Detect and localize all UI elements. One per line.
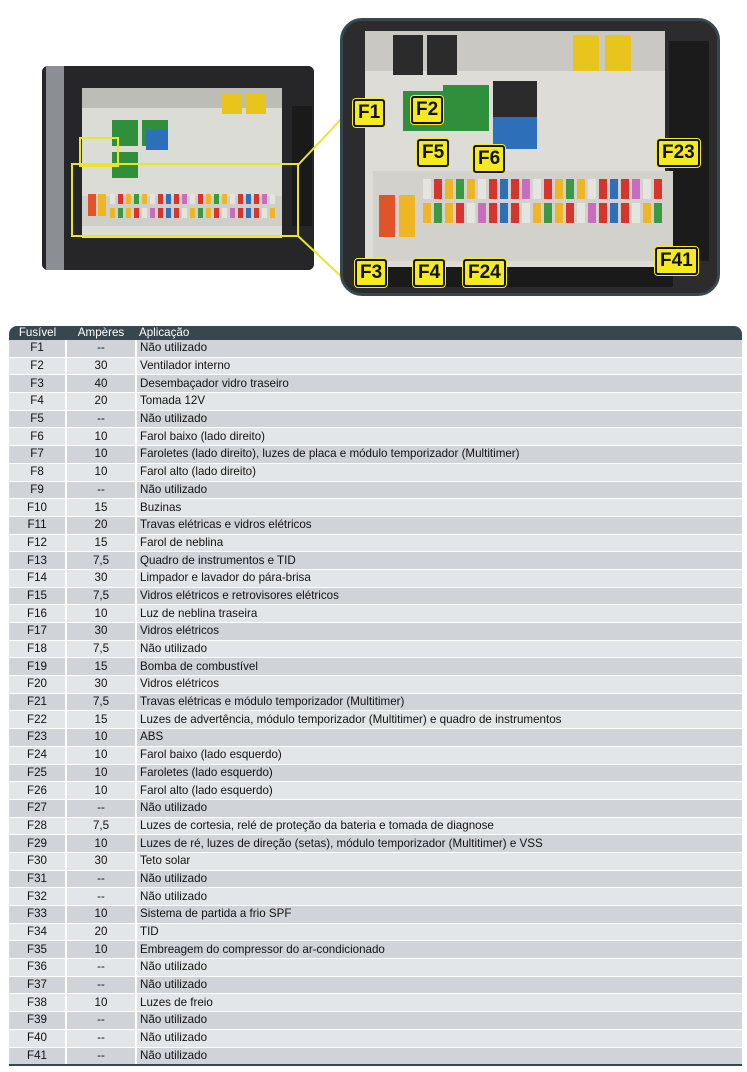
application-cell: Limpador e lavador do pára-brisa bbox=[136, 569, 742, 587]
fuse-label-f23: F23 bbox=[657, 139, 700, 167]
fuse-cell: F34 bbox=[9, 923, 66, 941]
table-row bbox=[9, 923, 742, 941]
amps-cell: 20 bbox=[66, 393, 136, 411]
fuse-cell: F6 bbox=[9, 428, 66, 446]
application-cell: Embreagem do compressor do ar-condicionado bbox=[136, 941, 742, 959]
application-cell: Teto solar bbox=[136, 852, 742, 870]
table-row bbox=[9, 534, 742, 552]
application-cell: Faroletes (lado direito), luzes de placa e módulo temporizador (Multitimer) bbox=[136, 446, 742, 464]
fuse-box-illustration bbox=[0, 0, 747, 310]
amps-cell: 10 bbox=[66, 835, 136, 853]
application-cell: Faroletes (lado esquerdo) bbox=[136, 764, 742, 782]
fuse-label-f2: F2 bbox=[411, 96, 443, 124]
amps-cell: -- bbox=[66, 410, 136, 428]
application-cell: Farol alto (lado direito) bbox=[136, 463, 742, 481]
fuse-cell: F16 bbox=[9, 605, 66, 623]
fuse-cell: F24 bbox=[9, 746, 66, 764]
application-cell: Sistema de partida a frio SPF bbox=[136, 906, 742, 924]
amps-cell: 15 bbox=[66, 499, 136, 517]
application-cell: Luz de neblina traseira bbox=[136, 605, 742, 623]
table-row bbox=[9, 1029, 742, 1047]
table-row bbox=[9, 852, 742, 870]
amps-cell: -- bbox=[66, 1012, 136, 1030]
amps-cell: 10 bbox=[66, 941, 136, 959]
amps-cell: 20 bbox=[66, 516, 136, 534]
table-row bbox=[9, 676, 742, 694]
fuse-cell: F31 bbox=[9, 870, 66, 888]
table-row bbox=[9, 499, 742, 517]
header-fuse: Fusível bbox=[9, 326, 66, 340]
table-row bbox=[9, 1012, 742, 1030]
fuse-cell: F22 bbox=[9, 711, 66, 729]
fuse-cell: F19 bbox=[9, 658, 66, 676]
fuse-table bbox=[9, 326, 742, 1066]
amps-cell: -- bbox=[66, 1029, 136, 1047]
application-cell: Não utilizado bbox=[136, 799, 742, 817]
fuse-cell: F17 bbox=[9, 623, 66, 641]
table-row bbox=[9, 446, 742, 464]
table-row bbox=[9, 428, 742, 446]
fuse-label-f41: F41 bbox=[655, 247, 698, 275]
table-row bbox=[9, 835, 742, 853]
fuse-label-f5: F5 bbox=[417, 139, 449, 167]
fuse-cell: F30 bbox=[9, 852, 66, 870]
application-cell: Vidros elétricos e retrovisores elétricos bbox=[136, 587, 742, 605]
fuse-cell: F38 bbox=[9, 994, 66, 1012]
table-row bbox=[9, 1047, 742, 1065]
application-cell: Não utilizado bbox=[136, 888, 742, 906]
table-row bbox=[9, 729, 742, 747]
amps-cell: -- bbox=[66, 799, 136, 817]
fuse-cell: F35 bbox=[9, 941, 66, 959]
table-row bbox=[9, 782, 742, 800]
application-cell: Buzinas bbox=[136, 499, 742, 517]
fuse-cell: F26 bbox=[9, 782, 66, 800]
amps-cell: -- bbox=[66, 1047, 136, 1065]
fuse-cell: F9 bbox=[9, 481, 66, 499]
application-cell: Bomba de combustível bbox=[136, 658, 742, 676]
amps-cell: 10 bbox=[66, 782, 136, 800]
fuse-cell: F8 bbox=[9, 463, 66, 481]
application-cell: Quadro de instrumentos e TID bbox=[136, 552, 742, 570]
fuse-cell: F5 bbox=[9, 410, 66, 428]
fuse-cell: F29 bbox=[9, 835, 66, 853]
application-cell: Não utilizado bbox=[136, 1029, 742, 1047]
fuse-cell: F21 bbox=[9, 693, 66, 711]
table-row bbox=[9, 799, 742, 817]
fuse-cell: F1 bbox=[9, 340, 66, 357]
fuse-label-f24: F24 bbox=[463, 259, 506, 287]
amps-cell: 10 bbox=[66, 746, 136, 764]
fuse-cell: F7 bbox=[9, 446, 66, 464]
table-row bbox=[9, 463, 742, 481]
fuse-cell: F41 bbox=[9, 1047, 66, 1065]
application-cell: Desembaçador vidro traseiro bbox=[136, 375, 742, 393]
application-cell: Não utilizado bbox=[136, 870, 742, 888]
table-row bbox=[9, 906, 742, 924]
fuse-table-body bbox=[9, 340, 742, 1065]
table-row bbox=[9, 817, 742, 835]
table-row bbox=[9, 552, 742, 570]
amps-cell: 10 bbox=[66, 764, 136, 782]
fuse-cell: F40 bbox=[9, 1029, 66, 1047]
fuse-cell: F32 bbox=[9, 888, 66, 906]
table-row bbox=[9, 994, 742, 1012]
fuse-cell: F15 bbox=[9, 587, 66, 605]
fuse-box-detail-photo bbox=[340, 18, 720, 296]
application-cell: Não utilizado bbox=[136, 1012, 742, 1030]
application-cell: Luzes de advertência, módulo temporizador (Multitimer) e quadro de instrumentos bbox=[136, 711, 742, 729]
table-row bbox=[9, 375, 742, 393]
table-header-row bbox=[9, 326, 742, 340]
fuse-cell: F12 bbox=[9, 534, 66, 552]
amps-cell: 30 bbox=[66, 852, 136, 870]
amps-cell: -- bbox=[66, 481, 136, 499]
amps-cell: 40 bbox=[66, 375, 136, 393]
amps-cell: 10 bbox=[66, 729, 136, 747]
amps-cell: 7,5 bbox=[66, 817, 136, 835]
application-cell: Ventilador interno bbox=[136, 357, 742, 375]
amps-cell: 10 bbox=[66, 994, 136, 1012]
table-row bbox=[9, 569, 742, 587]
amps-cell: 15 bbox=[66, 658, 136, 676]
fuse-cell: F3 bbox=[9, 375, 66, 393]
amps-cell: 10 bbox=[66, 906, 136, 924]
table-row bbox=[9, 941, 742, 959]
amps-cell: -- bbox=[66, 340, 136, 357]
amps-cell: 10 bbox=[66, 605, 136, 623]
amps-cell: -- bbox=[66, 976, 136, 994]
table-row bbox=[9, 640, 742, 658]
amps-cell: 7,5 bbox=[66, 587, 136, 605]
table-row bbox=[9, 481, 742, 499]
table-row bbox=[9, 746, 742, 764]
table-row bbox=[9, 764, 742, 782]
table-row bbox=[9, 959, 742, 977]
fuse-label-f4: F4 bbox=[413, 259, 445, 287]
application-cell: TID bbox=[136, 923, 742, 941]
application-cell: Farol de neblina bbox=[136, 534, 742, 552]
fuse-cell: F39 bbox=[9, 1012, 66, 1030]
fuse-cell: F33 bbox=[9, 906, 66, 924]
amps-cell: 30 bbox=[66, 623, 136, 641]
amps-cell: 30 bbox=[66, 357, 136, 375]
table-row bbox=[9, 357, 742, 375]
application-cell: ABS bbox=[136, 729, 742, 747]
table-row bbox=[9, 410, 742, 428]
fuse-cell: F14 bbox=[9, 569, 66, 587]
header-application: Aplicação bbox=[136, 326, 742, 340]
application-cell: Travas elétricas e vidros elétricos bbox=[136, 516, 742, 534]
fuse-cell: F13 bbox=[9, 552, 66, 570]
application-cell: Luzes de cortesia, relé de proteção da bateria e tomada de diagnose bbox=[136, 817, 742, 835]
amps-cell: 10 bbox=[66, 463, 136, 481]
application-cell: Não utilizado bbox=[136, 410, 742, 428]
amps-cell: -- bbox=[66, 870, 136, 888]
amps-cell: 7,5 bbox=[66, 552, 136, 570]
fuse-cell: F4 bbox=[9, 393, 66, 411]
table-row bbox=[9, 340, 742, 357]
fuse-cell: F2 bbox=[9, 357, 66, 375]
amps-cell: 30 bbox=[66, 676, 136, 694]
amps-cell: 15 bbox=[66, 534, 136, 552]
application-cell: Luzes de ré, luzes de direção (setas), módulo temporizador (Multitimer) e VSS bbox=[136, 835, 742, 853]
amps-cell: -- bbox=[66, 959, 136, 977]
table-row bbox=[9, 623, 742, 641]
application-cell: Luzes de freio bbox=[136, 994, 742, 1012]
table-row bbox=[9, 693, 742, 711]
header-amps: Ampères bbox=[66, 326, 136, 340]
amps-cell: 10 bbox=[66, 428, 136, 446]
table-row bbox=[9, 658, 742, 676]
fuse-cell: F37 bbox=[9, 976, 66, 994]
amps-cell: 20 bbox=[66, 923, 136, 941]
application-cell: Farol alto (lado esquerdo) bbox=[136, 782, 742, 800]
table-row bbox=[9, 587, 742, 605]
amps-cell: -- bbox=[66, 888, 136, 906]
fuse-cell: F10 bbox=[9, 499, 66, 517]
table-row bbox=[9, 711, 742, 729]
amps-cell: 30 bbox=[66, 569, 136, 587]
amps-cell: 7,5 bbox=[66, 640, 136, 658]
application-cell: Não utilizado bbox=[136, 640, 742, 658]
table-row bbox=[9, 870, 742, 888]
fuse-cell: F11 bbox=[9, 516, 66, 534]
fuse-label-f3: F3 bbox=[355, 259, 387, 287]
table-row bbox=[9, 516, 742, 534]
application-cell: Não utilizado bbox=[136, 959, 742, 977]
application-cell: Farol baixo (lado direito) bbox=[136, 428, 742, 446]
fuse-cell: F27 bbox=[9, 799, 66, 817]
application-cell: Tomada 12V bbox=[136, 393, 742, 411]
fuse-cell: F20 bbox=[9, 676, 66, 694]
table-row bbox=[9, 888, 742, 906]
application-cell: Travas elétricas e módulo temporizador (Multitimer) bbox=[136, 693, 742, 711]
amps-cell: 10 bbox=[66, 446, 136, 464]
amps-cell: 7,5 bbox=[66, 693, 136, 711]
table-row bbox=[9, 393, 742, 411]
application-cell: Não utilizado bbox=[136, 481, 742, 499]
fuse-cell: F28 bbox=[9, 817, 66, 835]
fuse-cell: F36 bbox=[9, 959, 66, 977]
application-cell: Vidros elétricos bbox=[136, 676, 742, 694]
fuse-label-f1: F1 bbox=[353, 99, 385, 127]
application-cell: Vidros elétricos bbox=[136, 623, 742, 641]
application-cell: Não utilizado bbox=[136, 340, 742, 357]
fuse-label-f6: F6 bbox=[473, 145, 505, 173]
amps-cell: 15 bbox=[66, 711, 136, 729]
application-cell: Não utilizado bbox=[136, 1047, 742, 1065]
table-row bbox=[9, 976, 742, 994]
fuse-cell: F18 bbox=[9, 640, 66, 658]
fuse-cell: F25 bbox=[9, 764, 66, 782]
table-row bbox=[9, 605, 742, 623]
application-cell: Farol baixo (lado esquerdo) bbox=[136, 746, 742, 764]
fuse-cell: F23 bbox=[9, 729, 66, 747]
application-cell: Não utilizado bbox=[136, 976, 742, 994]
